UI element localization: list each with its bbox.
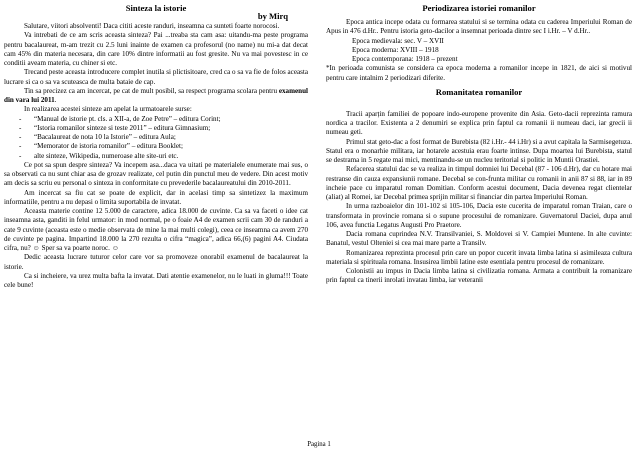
section-title-romanity: Romanitatea romanilor: [435, 86, 523, 97]
source-text: “Bacalaureat de nota 10 la Istorie” – editura Aula;: [34, 133, 176, 141]
paragraph: Tracii aparțin familiei de popoare indo-europene provenite din Asia. Geto-dacii reprezinta ramura nordica a tracilor. Existenta a 2 denumiri se explica prin faptul ca romanii ii numeau daci, iar grecii ii numeau geti.: [326, 109, 632, 137]
source-text: “Memorator de istoria romanilor” – editura Booklet;: [34, 142, 183, 151]
source-text: alte sinteze, Wikipedia, numeroase alte site-uri etc.: [34, 151, 179, 160]
source-list-item: - “Memorator de istoria romanilor” – editura Booklet;: [19, 142, 183, 151]
paragraph: Va intrebati de ce am scris aceasta sinteza? Pai ...treaba sta cam asa: uitandu-ma peste programa pentru bacalaureat, m-am trezit cu 2.5 luni inainte de examen ca profesorul (no name) nu mi-a dat decat cam 45% din materia necesara, din care 10% dintre informatii au fost gresite. Nu va mai povestesc in ce conditii aveam materia, cu chiner si etc.: [4, 31, 308, 67]
paragraph: Colonistii au impus in Dacia limba latina si civilizatia romana. Armata a contribuit la romanizare prin faptul ca tinerii inrolati invatau limba, iar veteranii: [326, 267, 632, 285]
paragraph: Refacerea statului dac se va realiza in timpul domniei lui Decebal (87 - 106 d.Hr), dar cu hotare mai restranse din cauza expansiunii romane. Decebal se con-frunta militar cu romanii in anii 87 si 88, iar in 89 incheie pace cu imparatul roman Domitian. Conform acestui document, Dacia devenea regat clientelar (aliat) al Romei, iar Decebal primea sprijin militar si financiar din partea Imperiului Roman.: [326, 165, 632, 201]
paragraph: Dacia romana cuprindea N.V. Transilvaniei, S. Moldovei si V. Campiei Muntene. In alte cuvinte: Banatul, vestul Olteniei si cea mai mare parte a Transilv.: [326, 230, 632, 248]
paragraph: In urma razboaielor din 101-102 si 105-106, Dacia este cucerita de imparatul roman Traian, care o transformata in provincie romana si o supune procesului de romanizare. Guvernatorul Daciei, dupa anul 106, avea functia Legatus Augusti Pro Praetore.: [326, 202, 632, 229]
paragraph-exam-note: [4, 87, 308, 106]
period-item: Epoca contemporana: 1918 – prezent: [352, 55, 458, 63]
paragraph-text: Tin sa precizez ca am incercat, pe cat de mult posibil, sa respect programa scolara pentru examenul din vara lui 2011.: [4, 86, 308, 104]
paragraph: Am incercat sa fiu cat se poate de explicit, dar in acelasi timp sa sintetizez la maximum informatiile, pentru a nu depasi o limita suportabila de invatat.: [4, 188, 308, 206]
page-number: Pagina 1: [307, 441, 331, 448]
source-text: “Istoria romanilor sinteze si teste 2011” – editura Gimnasium;: [34, 123, 211, 132]
source-list-item: - alte sinteze, Wikipedia, numeroase alte site-uri etc.: [19, 151, 179, 160]
period-item: Epoca medievala: sec. V – XVII: [352, 36, 444, 45]
right-column: [326, 3, 632, 286]
author-byline: by Mirq: [257, 11, 288, 21]
paragraph: Ce pot sa spun despre sinteza? Va incepem asa...daca va uitati pe materialele enumerate mai sus, o sa observati ca nu sunt chiar asa de grozav realizate, cel putin din punctul meu de vedere. Din acest motiv am decis sa scriu eu personal o sinteza in conformitate cu prevederile bacalaureatului din 2010-2011.: [4, 160, 308, 188]
paragraph: Ca si incheiere, va urez multa bafta la invatat. Dati atentie examenelor, nu le luati in gluma!!! Toate cele bune!: [4, 271, 308, 289]
paragraph: Aceasta materie contine 12 5.000 de caractere, adica 18.000 de cuvinte. Ca sa va faceti o idee cat inseamna asta, ganditi in felul urmator: in mod normal, pe o foaie A4 de examen scrii cam 30 de randuri a cate 9 cuvinte (aceasta este o medie observata de mine la mai multi colegi), ceea ce inseamna ca avem 270 de cuvinte pe pagina. Impartind 18.000 la 270 rezulta o cifra “magica”, adica 66,(6) pagini A4. Ciudata cifra, nu? ☺ Sper sa va poarte noroc. ☺: [4, 207, 308, 252]
paragraph: Dedic aceasta lucrare tuturor celor care vor sa promoveze onorabil examenul de bacalaureat la istorie.: [4, 253, 308, 271]
left-column: [4, 3, 308, 290]
section-title-periodization: Periodizarea istoriei romanilor: [422, 3, 536, 13]
paragraph: Salutare, viitori absolventi! Daca cititi aceste randuri, inseamna ca sunteti foarte norocosi.: [24, 22, 280, 30]
paragraph: Primul stat geto-dac a fost format de Burebista (82 i.Hr.- 44 i.Hr) si a avut capitala la Sarmisegetuza. Statul era o monarhie militara, iar hotarele acestuia erau foarte intinse. Dupa moartea lui Burebista, statul se destrama in 5 regate mai mici, mentinandu-se un nucleu teritorial si politic in Muntii Orastiei.: [326, 137, 632, 164]
source-list-item: - “Bacalaureat de nota 10 la Istorie” – editura Aula;: [19, 133, 176, 141]
paragraph: In realizarea acestei sinteze am apelat la urmatoarele surse:: [24, 105, 192, 114]
document-title: Sinteza la istorie: [125, 3, 187, 13]
period-item: Epoca moderna: XVIII – 1918: [352, 45, 439, 54]
paragraph: Romanizarea reprezinta procesul prin care un popor cucerit invata limba latina si asimileaza cultura materiala si spirituala romana. Insusirea limbii latine este esentiala pentru procesul de romanizare.: [326, 248, 632, 266]
source-list-item: - “Istoria romanilor sinteze si teste 2011” – editura Gimnasium;: [19, 123, 211, 132]
periodization-note: *In perioada comunista se considera ca epoca moderna a romanilor incepe in 1821, de aici si motivul pentru care intalnim 2 periodizari diferite.: [326, 64, 632, 82]
source-text: “Manual de istorie pt. cls. a XII-a, de Zoe Petre” – editura Corint;: [34, 114, 221, 123]
paragraph: Trecand peste aceasta introducere complet inutila si plictisitoare, cred ca o sa va fie de folos aceasta lucrare si ca o sa va scuteasca de multa bataie de cap.: [4, 68, 308, 86]
source-list-item: - “Manual de istorie pt. cls. a XII-a, de Zoe Petre” – editura Corint;: [19, 114, 221, 123]
paragraph: Epoca antica incepe odata cu formarea statului si se termina odata cu caderea Imperiului Roman de Apus in 476 d.Hr.. Pentru istoria geto-dacilor a insemnat perioada dintre sec I i.Hr. – V d.Hr..: [326, 18, 632, 36]
